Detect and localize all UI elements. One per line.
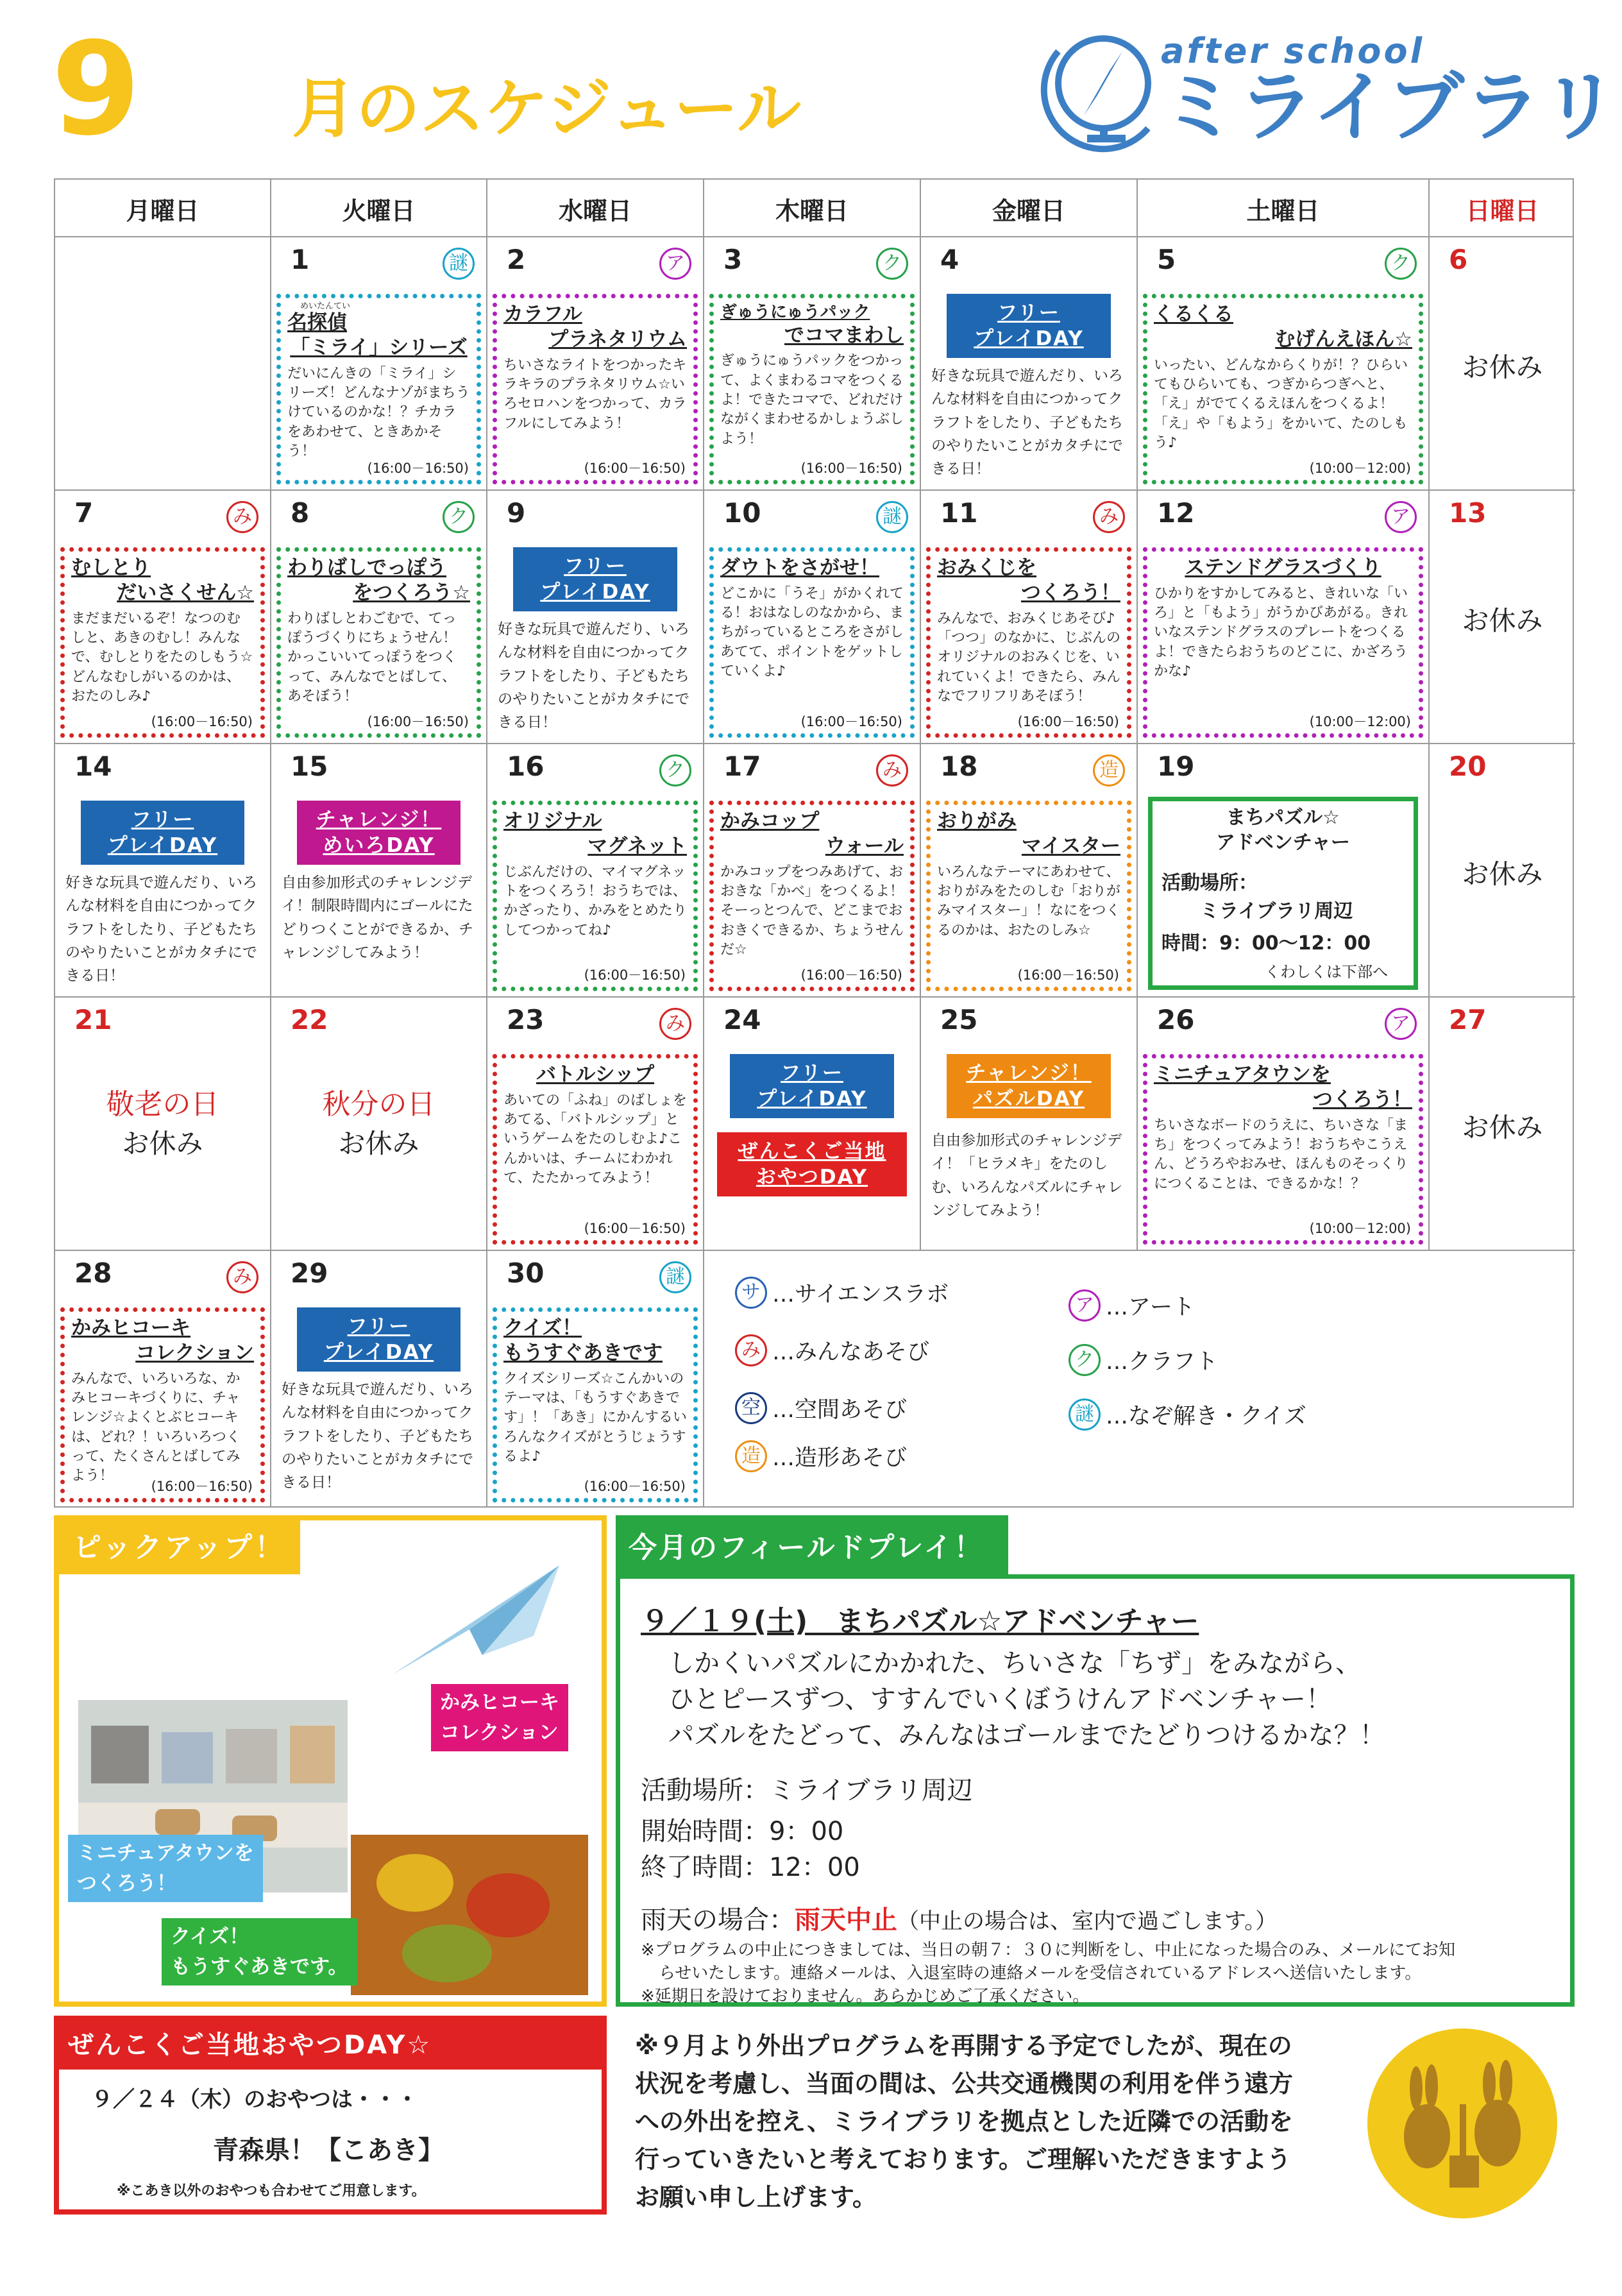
box-line-2: プレイDAY	[757, 1087, 867, 1110]
day-number: 12	[1157, 497, 1195, 529]
event-time: (16:00－16:50)	[800, 461, 902, 476]
day-cell-4	[921, 237, 1138, 491]
box-line-2: パズルDAY	[972, 1087, 1085, 1110]
event-title: まちパズル☆	[1226, 806, 1340, 829]
event-card	[493, 1054, 698, 1245]
day-cell-empty	[55, 237, 271, 491]
holiday-name: 敬老の日	[106, 1088, 219, 1121]
mina-badge-icon: み	[659, 1008, 691, 1040]
event-desc: わりばしとわごむで、てっぽうづくりにちょうせん！かっこいいてっぽうをつくって、みんなでとばして、あそぼう！	[287, 610, 457, 704]
event-title: クイズ！	[503, 1316, 582, 1339]
event-title: ミニチュアタウンを	[1154, 1063, 1331, 1086]
rest-label: お休み	[122, 1128, 203, 1159]
mina-badge-icon: み	[735, 1334, 767, 1366]
weekday-wed: 水曜日	[487, 180, 704, 237]
weekday-mon: 月曜日	[55, 180, 271, 237]
day-cell-15	[271, 744, 487, 998]
field-play-panel	[616, 1574, 1575, 2007]
event-card	[276, 294, 481, 484]
day-number: 27	[1449, 1004, 1487, 1035]
zokei-badge-icon: 造	[735, 1440, 767, 1472]
event-desc: ひかりをすかしてみると、きれいな「いろ」と「もよう」がうかびあがる。きれいなステンドグラスのプレートをつくるよ！できたらおうちのどこに、かざろうかな♪	[1154, 585, 1408, 680]
event-time: (10:00－12:00)	[1309, 714, 1411, 729]
rain-note: （中止の場合は、室内で過ごします。）	[897, 1909, 1278, 1934]
event-place-label: 活動場所：	[1162, 872, 1258, 894]
event-ruby: めいたんてい	[300, 302, 351, 311]
day-cell-11	[921, 491, 1138, 744]
field-end: 終了時間：12：00	[641, 1853, 860, 1882]
event-time: (16:00－16:50)	[800, 714, 902, 729]
event-desc: ちいさなライトをつかったキラキラのプラネタリウム☆いろセロハンをつかって、カラフルにしてみよう！	[503, 357, 687, 432]
event-time: (16:00－16:50)	[1017, 714, 1119, 729]
legend-space	[735, 1392, 907, 1424]
day-number: 25	[940, 1004, 978, 1035]
event-card	[493, 294, 698, 484]
free-play-desc: 好きな玩具で遊んだり、いろんな材料を自由につかってクラフトをしたり、子どもたちのやりたいことがカタチにできる日！	[65, 874, 257, 985]
legend-nazo	[1069, 1399, 1306, 1431]
box-line-2: プレイDAY	[323, 1341, 434, 1364]
event-time: (16:00－16:50)	[367, 461, 469, 476]
event-title-2: プラネタリウム	[548, 327, 687, 351]
event-title: 名探偵	[287, 311, 347, 334]
event-desc: いろんなテーマにあわせて、おりがみをたのしむ「おりがみマイスター」！なにをつくるのかは、おたのしみ☆	[937, 863, 1121, 939]
paper-plane-image	[386, 1559, 566, 1687]
event-desc: クイズシリーズ☆こんかいのテーマは、「もうすぐあきです」！「あき」にかんするいろんなクイズがとうじょうするよ♪	[503, 1370, 688, 1465]
day-number: 28	[74, 1257, 112, 1289]
event-time: (10:00－12:00)	[1309, 461, 1411, 476]
event-place: ミライブラリ周辺	[1200, 900, 1353, 923]
event-time: (16:00－16:50)	[800, 967, 902, 983]
notice-line: お願い申し上げます。	[635, 2182, 877, 2211]
legend-label: …造形あそび	[772, 1445, 908, 1471]
box-line-1: チャレンジ！	[316, 808, 442, 831]
free-play-box	[81, 801, 244, 865]
event-title-2: もうすぐあきです	[503, 1341, 663, 1365]
legend-art	[1069, 1289, 1195, 1322]
day-cell-10	[704, 491, 921, 744]
day-number: 4	[940, 244, 959, 275]
box-line-1: フリー	[564, 554, 627, 578]
event-card	[493, 1307, 698, 1502]
notice-line: 状況を考慮し、当面の間は、公共交通機関の利用を伴う遠方	[635, 2069, 1294, 2098]
event-time: (16:00－16:50)	[1017, 967, 1119, 983]
day-number: 17	[723, 751, 761, 782]
event-title-2: でコマまわし	[784, 323, 904, 347]
free-play-box	[513, 547, 677, 611]
rest-label: お休み	[338, 1128, 419, 1159]
event-title: くるくる	[1154, 303, 1233, 326]
free-play-desc: 好きな玩具で遊んだり、いろんな材料を自由につかってクラフトをしたり、子どもたちのやりたいことがカタチにできる日！	[931, 368, 1123, 478]
box-line-2: プレイDAY	[974, 327, 1084, 350]
event-time: 時間：9：00～12：00	[1162, 932, 1371, 955]
box-line-2: プレイDAY	[540, 581, 650, 604]
day-cell-27	[1430, 998, 1575, 1251]
day-number: 9	[507, 497, 526, 529]
free-play-desc: 好きな玩具で遊んだり、いろんな材料を自由につかってクラフトをしたり、子どもたちのやりたいことがカタチにできる日！	[282, 1381, 473, 1492]
legend-craft	[1069, 1344, 1218, 1376]
rest-label: お休み	[1462, 352, 1543, 383]
rest-label: お休み	[1462, 605, 1543, 636]
day-number: 16	[507, 751, 545, 782]
event-desc: まだまだいるぞ！なつのむしと、あきのむし！みんなで、むしとりをたのしもう☆どんなむしがいるのかは、おたのしみ♪	[71, 610, 253, 704]
day-cell-26	[1138, 998, 1430, 1251]
day-number: 2	[507, 244, 526, 275]
weekday-sun: 日曜日	[1466, 196, 1539, 225]
day-cell-2	[487, 237, 704, 491]
science-badge-icon: サ	[735, 1277, 767, 1309]
event-card	[60, 1307, 265, 1502]
event-title-2: つくろう！	[1021, 581, 1120, 604]
day-number: 26	[1157, 1004, 1195, 1035]
page-title: 月のスケジュール	[292, 71, 801, 146]
weekday-fri: 金曜日	[921, 180, 1138, 237]
legend-mina	[735, 1334, 929, 1366]
mina-badge-icon: み	[226, 1261, 258, 1293]
event-title: かみコップ	[720, 810, 820, 833]
event-desc: どこかに「うそ」がかくれてる！おはなしのなかから、まちがっているところをさがしあてて、ポイントをゲットしていくよ♪	[720, 585, 904, 680]
pickup-tag-quiz	[162, 1918, 357, 1986]
event-title-2: をつくろう☆	[353, 581, 470, 604]
nazo-badge-icon: 謎	[876, 501, 908, 533]
space-badge-icon: 空	[735, 1392, 767, 1424]
event-desc: みんなで、おみくじあそび♪「つつ」のなかに、じぶんのオリジナルのおみくじを、いれていくよ！できたら、みんなでフリフリあそぼう！	[937, 610, 1121, 704]
legend-label: …クラフト	[1106, 1349, 1219, 1375]
event-desc: じぶんだけの、マイマグネットをつくろう！おうちでは、かざったり、かみをとめたりしてつかってね♪	[503, 863, 688, 939]
legend-label: …アート	[1106, 1295, 1195, 1320]
day-cell-24	[704, 998, 921, 1251]
event-time: (16:00－16:50)	[151, 1479, 253, 1494]
weekday-thu: 木曜日	[704, 180, 921, 237]
day-number: 20	[1449, 751, 1487, 782]
field-note-1b: らせいたします。連絡メールは、入退室時の連絡メールを受信されているアドレスへ送信いたします。	[659, 1964, 1422, 1983]
craft-badge-icon: ク	[443, 501, 475, 533]
notice-line: への外出を控え、ミライブラリを拠点とした近隣での活動を	[635, 2107, 1294, 2136]
month-number: 9	[51, 15, 141, 164]
event-desc: いったい、どんなからくりが！？ひらいてもひらいても、つぎからつぎへと、「え」がでてくるえほんをつくるよ！「え」や「もよう」をかいて、たのしもう♪	[1154, 357, 1408, 451]
rain-label: 雨天の場合：	[641, 1905, 795, 1935]
event-time: (16:00－16:50)	[584, 967, 686, 983]
day-cell-19	[1138, 744, 1430, 998]
event-desc: ぎゅうにゅうパックをつかって、よくまわるコマをつくるよ！できたコマで、どれだけながくまわせるかしょうぶしよう！	[720, 353, 904, 447]
tag-line-2: つくろう！	[77, 1871, 176, 1895]
field-ruby: こんげつ	[635, 1517, 674, 1528]
event-title: わりばしでっぽう	[287, 556, 446, 579]
event-card	[926, 801, 1131, 991]
box-line-1: フリー	[781, 1061, 843, 1085]
field-desc-3: パズルをたどって、みんなはゴールまでたどりつけるかな？！	[668, 1721, 1385, 1750]
day-cell-6	[1430, 237, 1575, 491]
challenge-desc: 自由参加形式のチャレンジデイ！「ヒラメキ」をたのしむ、いろんなパズルにチャレンジしてみよう！	[931, 1132, 1123, 1219]
zokei-badge-icon: 造	[1093, 754, 1125, 787]
event-time: (16:00－16:50)	[584, 1479, 686, 1494]
event-time: (16:00－16:50)	[151, 714, 253, 729]
field-desc-2: ひとピースずつ、すすんでいくぼうけんアドベンチャー！	[668, 1685, 1331, 1714]
day-cell-23	[487, 998, 704, 1251]
day-number: 6	[1449, 244, 1468, 275]
event-title-2: だいさくせん☆	[117, 581, 254, 604]
event-title: カラフル	[503, 303, 582, 326]
day-number: 11	[940, 497, 978, 529]
day-number: 14	[74, 751, 112, 782]
event-title-2: 「ミライ」シリーズ	[290, 336, 468, 359]
art-badge-icon: ア	[659, 248, 691, 280]
event-title-2: コレクション	[135, 1341, 254, 1365]
box-line-1: チャレンジ！	[966, 1061, 1092, 1085]
field-start: 開始時間：9：00	[641, 1817, 844, 1846]
event-card	[1143, 1054, 1423, 1245]
event-desc: みんなで、いろいろな、かみヒコーキづくりに、チャレンジ☆よくとぶヒコーキは、どれ？！いろいろつくって、たくさんとばしてみよう！	[71, 1370, 241, 1484]
field-desc-1: しかくいパズルにかかれた、ちいさな「ちず」をみながら、	[668, 1649, 1361, 1678]
tag-line-1: ミニチュアタウンを	[77, 1842, 254, 1865]
pickup-panel	[54, 1515, 607, 2007]
day-number: 13	[1449, 497, 1487, 529]
day-cell-16	[487, 744, 704, 998]
day-cell-25	[921, 998, 1138, 1251]
field-note-1: ※プログラムの中止につきましては、当日の朝７：３０に判断をし、中止になった場合のみ、メールにてお知	[641, 1941, 1456, 1960]
event-card	[1143, 547, 1423, 738]
autumn-leaves-image	[351, 1835, 588, 1995]
event-card	[60, 547, 265, 738]
field-play-header	[616, 1515, 1008, 1574]
box-line-1: フリー	[347, 1314, 410, 1338]
legend-label: …みんなあそび	[772, 1339, 930, 1365]
weekday-sat: 土曜日	[1138, 180, 1430, 237]
event-title: ステンドグラスづくり	[1185, 556, 1381, 579]
day-cell-14	[55, 744, 271, 998]
challenge-desc: 自由参加形式のチャレンジデイ！制限時間内にゴールにたどりつくことができるか、チャレンジしてみよう！	[282, 874, 473, 961]
event-title-2: つくろう！	[1313, 1087, 1412, 1111]
craft-badge-icon: ク	[1069, 1344, 1101, 1376]
day-number: 8	[291, 497, 310, 529]
event-title-2: ウォール	[825, 834, 904, 858]
day-cell-17	[704, 744, 921, 998]
field-place: 活動場所：ミライブラリ周辺	[641, 1776, 973, 1805]
pickup-header: ピックアップ！	[54, 1515, 300, 1574]
day-cell-18	[921, 744, 1138, 998]
day-number: 29	[291, 1257, 328, 1289]
art-badge-icon: ア	[1385, 1008, 1417, 1040]
logo-title: ミライブラリ	[1161, 63, 1618, 152]
day-number: 10	[723, 497, 761, 529]
free-play-box	[730, 1054, 894, 1118]
day-cell-20	[1430, 744, 1575, 998]
event-desc: ちいさなボードのうえに、ちいさな「まち」をつくってみよう！おうちやこうえん、どうろやおみせ、ほんものそっくりにつくることは、できるかな！？	[1154, 1117, 1408, 1192]
oyatsu-line-1: ９／２４（木）のおやつは・・・	[91, 2087, 418, 2113]
day-cell-12	[1138, 491, 1430, 744]
day-number: 3	[723, 244, 743, 275]
weekday-tue: 火曜日	[271, 180, 487, 237]
day-cell-30	[487, 1251, 704, 1508]
day-number: 23	[507, 1004, 545, 1035]
box-line-1: ぜんこくご当地	[738, 1139, 886, 1163]
notice-line: ※９月より外出プログラムを再開する予定でしたが、現在の	[635, 2032, 1292, 2060]
mina-badge-icon: み	[1093, 501, 1125, 533]
field-play-card	[1148, 797, 1418, 990]
event-title: バトルシップ	[536, 1063, 654, 1086]
event-card	[493, 801, 698, 991]
day-cell-7	[55, 491, 271, 744]
day-cell-28	[55, 1251, 271, 1508]
day-number: 24	[723, 1004, 761, 1035]
day-number: 21	[74, 1004, 112, 1035]
challenge-puzzle-box	[947, 1054, 1111, 1118]
tag-line-1: かみヒコーキ	[440, 1691, 559, 1714]
free-play-desc: 好きな玩具で遊んだり、いろんな材料を自由につかってクラフトをしたり、子どもたちのやりたいことがカタチにできる日！	[498, 621, 689, 731]
notice	[635, 2027, 1293, 2216]
event-time: (16:00－16:50)	[584, 1221, 686, 1236]
legend-zokei	[735, 1440, 907, 1472]
rain-value: 雨天中止	[795, 1905, 897, 1935]
weekday-header	[55, 180, 1573, 237]
event-desc: かみコップをつみあげて、おおきな「かべ」をつくるよ！そーっとつんで、どこまでおおきくできるか、ちょうせんだ☆	[720, 863, 904, 958]
mina-badge-icon: み	[876, 754, 908, 787]
event-title: むしとり	[71, 556, 151, 579]
nazo-badge-icon: 謎	[659, 1261, 691, 1293]
day-number: 7	[74, 497, 94, 529]
day-cell-22	[271, 998, 487, 1251]
day-cell-21	[55, 998, 271, 1251]
event-title: ダウトをさがせ！	[720, 556, 879, 579]
challenge-maze-box	[297, 801, 460, 865]
nazo-badge-icon: 謎	[443, 248, 475, 280]
event-note: くわしくは下部へ	[1265, 963, 1388, 981]
event-desc: あいての「ふね」のばしょをあてる、「バトルシップ」というゲームをたのしむよ♪こんかいは、チームにわかれて、たたかってみよう！	[503, 1092, 688, 1187]
oyatsu-line-2: 青森県！【こあき】	[213, 2136, 444, 2165]
day-cell-1	[271, 237, 487, 491]
calendar	[54, 178, 1574, 1508]
art-badge-icon: ア	[1385, 501, 1417, 533]
field-note-2: ※延期日を設けておりません。あらかじめご了承ください。	[641, 1987, 1090, 2006]
craft-badge-icon: ク	[659, 754, 691, 787]
day-number: 19	[1157, 751, 1195, 782]
craft-badge-icon: ク	[876, 248, 908, 280]
globe-icon	[1039, 26, 1167, 160]
oyatsu-note: ※こあき以外のおやつも合わせてご用意します。	[117, 2183, 426, 2199]
day-number: 5	[1157, 244, 1176, 275]
pickup-tag-plane	[431, 1684, 568, 1751]
logo-subtitle: after school	[1161, 31, 1425, 71]
legend-label: …なぞ解き・クイズ	[1106, 1404, 1306, 1429]
day-cell-8	[271, 491, 487, 744]
day-cell-13	[1430, 491, 1575, 744]
event-title-2: マグネット	[587, 834, 687, 858]
event-card	[709, 547, 915, 738]
day-number: 22	[291, 1004, 328, 1035]
event-title-2: アドベンチャー	[1215, 831, 1351, 854]
event-card	[709, 294, 915, 484]
event-title: かみヒコーキ	[71, 1316, 190, 1339]
event-card	[276, 547, 481, 738]
event-title-2: マイスター	[1021, 834, 1120, 858]
tag-line-2: もうすぐあきです。	[171, 1955, 348, 1978]
day-number: 1	[291, 244, 310, 275]
nazo-badge-icon: 謎	[1069, 1399, 1101, 1431]
box-line-2: プレイDAY	[107, 834, 218, 857]
event-title: ぎゅうにゅうパック	[720, 303, 870, 322]
craft-badge-icon: ク	[1385, 248, 1417, 280]
moon-rabbit-icon	[1366, 2027, 1559, 2220]
mina-badge-icon: み	[226, 501, 258, 533]
oyatsu-day-box	[717, 1132, 907, 1196]
event-time: (16:00－16:50)	[367, 714, 469, 729]
legend-science	[735, 1277, 949, 1309]
day-cell-29	[271, 1251, 487, 1508]
day-cell-9	[487, 491, 704, 744]
event-title: おりがみ	[937, 810, 1017, 833]
pickup-tag-town	[68, 1835, 263, 1902]
day-number: 18	[940, 751, 978, 782]
holiday-name: 秋分の日	[322, 1088, 435, 1121]
box-line-1: フリー	[131, 808, 194, 831]
day-number: 15	[291, 751, 328, 782]
event-time: (10:00－12:00)	[1309, 1221, 1411, 1236]
event-card	[926, 547, 1131, 738]
box-line-1: フリー	[997, 301, 1060, 325]
event-card	[709, 801, 915, 991]
oyatsu-header: ぜんこくご当地おやつDAY☆	[54, 2016, 607, 2070]
event-title-2: むげんえほん☆	[1275, 327, 1412, 351]
rest-label: お休み	[1462, 1112, 1543, 1143]
day-cell-3	[704, 237, 921, 491]
field-title: ９／１９(土) まちパズル☆アドベンチャー	[641, 1605, 1199, 1638]
legend-label: …サイエンスラボ	[772, 1282, 949, 1307]
notice-line: 行っていきたいと考えております。ご理解いただきますよう	[635, 2145, 1291, 2173]
free-play-box	[947, 294, 1111, 358]
art-badge-icon: ア	[1069, 1289, 1101, 1322]
rest-label: お休み	[1462, 858, 1543, 890]
free-play-box	[297, 1307, 460, 1372]
field-header-text: 今月のフィールドプレイ！	[629, 1531, 984, 1564]
event-title: おみくじを	[937, 556, 1036, 579]
legend-label: …空間あそび	[772, 1397, 908, 1423]
event-card	[1143, 294, 1423, 484]
event-time: (16:00－16:50)	[584, 461, 686, 476]
day-number: 30	[507, 1257, 545, 1289]
tag-line-2: コレクション	[440, 1721, 559, 1744]
event-desc: だいにんきの「ミライ」シリーズ！どんなナゾがまちうけているのかな！？チカラをあわせて、ときあかそう！	[287, 365, 470, 459]
box-line-2: おやつDAY	[756, 1166, 868, 1189]
day-cell-5	[1138, 237, 1430, 491]
event-title: オリジナル	[503, 810, 602, 833]
box-line-2: めいろDAY	[323, 834, 435, 857]
tag-line-1: クイズ！	[171, 1925, 249, 1948]
